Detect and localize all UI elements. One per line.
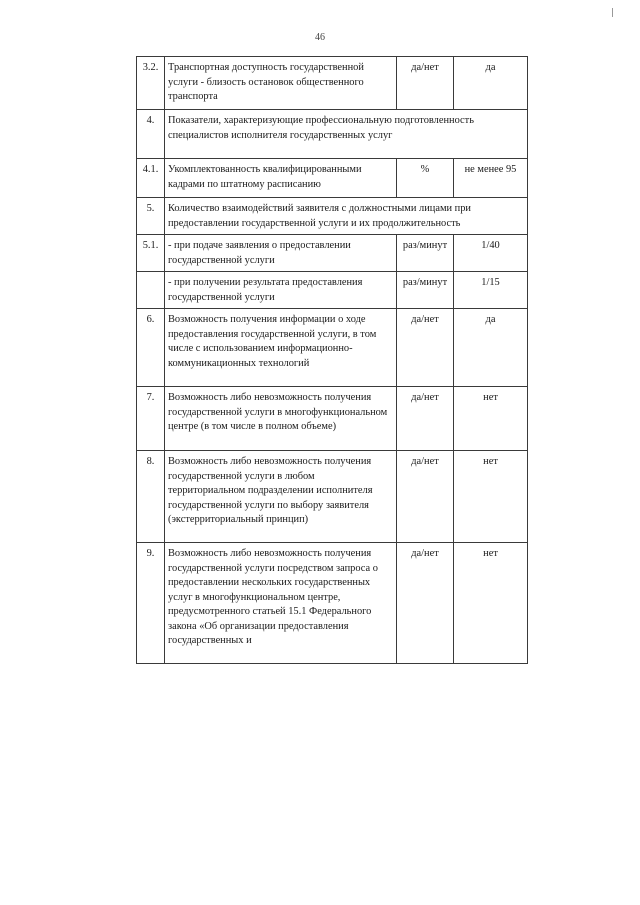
row-value: да [454,57,528,110]
row-description: Возможность либо невозможность получения государственной услуги посредством запроса о предоставлении нескольких государственных услуг в многофункциональном центре, предусмотренного статьей 15.1 Федерального закона «Об организации предоставления государственных и [165,543,397,664]
page-number: 46 [315,32,325,43]
row-number: 5.1. [137,235,165,272]
row-value: нет [454,387,528,451]
row-description: - при получении результата предоставления государственной услуги [165,272,397,309]
indicators-table [136,56,528,664]
row-unit: да/нет [397,451,454,543]
table-row [137,198,528,235]
row-description: Возможность либо невозможность получения государственной услуги в многофункциональном центре (в том числе в полном объеме) [165,387,397,451]
row-number: 5. [137,198,165,235]
table-row [137,57,528,110]
row-value: 1/40 [454,235,528,272]
row-value: да [454,309,528,387]
row-number [137,272,165,309]
row-description: - при подаче заявления о предоставлении государственной услуги [165,235,397,272]
row-description: Показатели, характеризующие профессиональную подготовленность специалистов исполнителя государственных услуг [165,110,528,159]
table-row [137,110,528,159]
row-number: 3.2. [137,57,165,110]
row-unit: да/нет [397,387,454,451]
row-unit: да/нет [397,543,454,664]
row-number: 7. [137,387,165,451]
row-unit: да/нет [397,57,454,110]
row-value: нет [454,543,528,664]
row-unit: да/нет [397,309,454,387]
scan-mark [612,8,613,17]
row-number: 4. [137,110,165,159]
table-row [137,272,528,309]
row-number: 9. [137,543,165,664]
row-value: нет [454,451,528,543]
row-unit: % [397,159,454,198]
row-unit: раз/минут [397,235,454,272]
row-description: Возможность либо невозможность получения государственной услуги в любом территориальном подразделении исполнителя государственной услуги по выбору заявителя (экстерриториальный принцип) [165,451,397,543]
row-description: Укомплектованность квалифицированными кадрами по штатному расписанию [165,159,397,198]
table-row [137,309,528,387]
row-description: Возможность получения информации о ходе предоставления государственной услуги, в том числе с использованием информационно-коммуникационных технологий [165,309,397,387]
row-number: 8. [137,451,165,543]
row-number: 6. [137,309,165,387]
row-value: не менее 95 [454,159,528,198]
row-unit: раз/минут [397,272,454,309]
table-row [137,235,528,272]
table-row [137,451,528,543]
row-number: 4.1. [137,159,165,198]
table-row [137,543,528,664]
table-row [137,387,528,451]
row-value: 1/15 [454,272,528,309]
table-row [137,159,528,198]
row-description: Количество взаимодействий заявителя с должностными лицами при предоставлении государственной услуги и их продолжительность [165,198,528,235]
row-description: Транспортная доступность государственной услуги - близость остановок общественного транспорта [165,57,397,110]
